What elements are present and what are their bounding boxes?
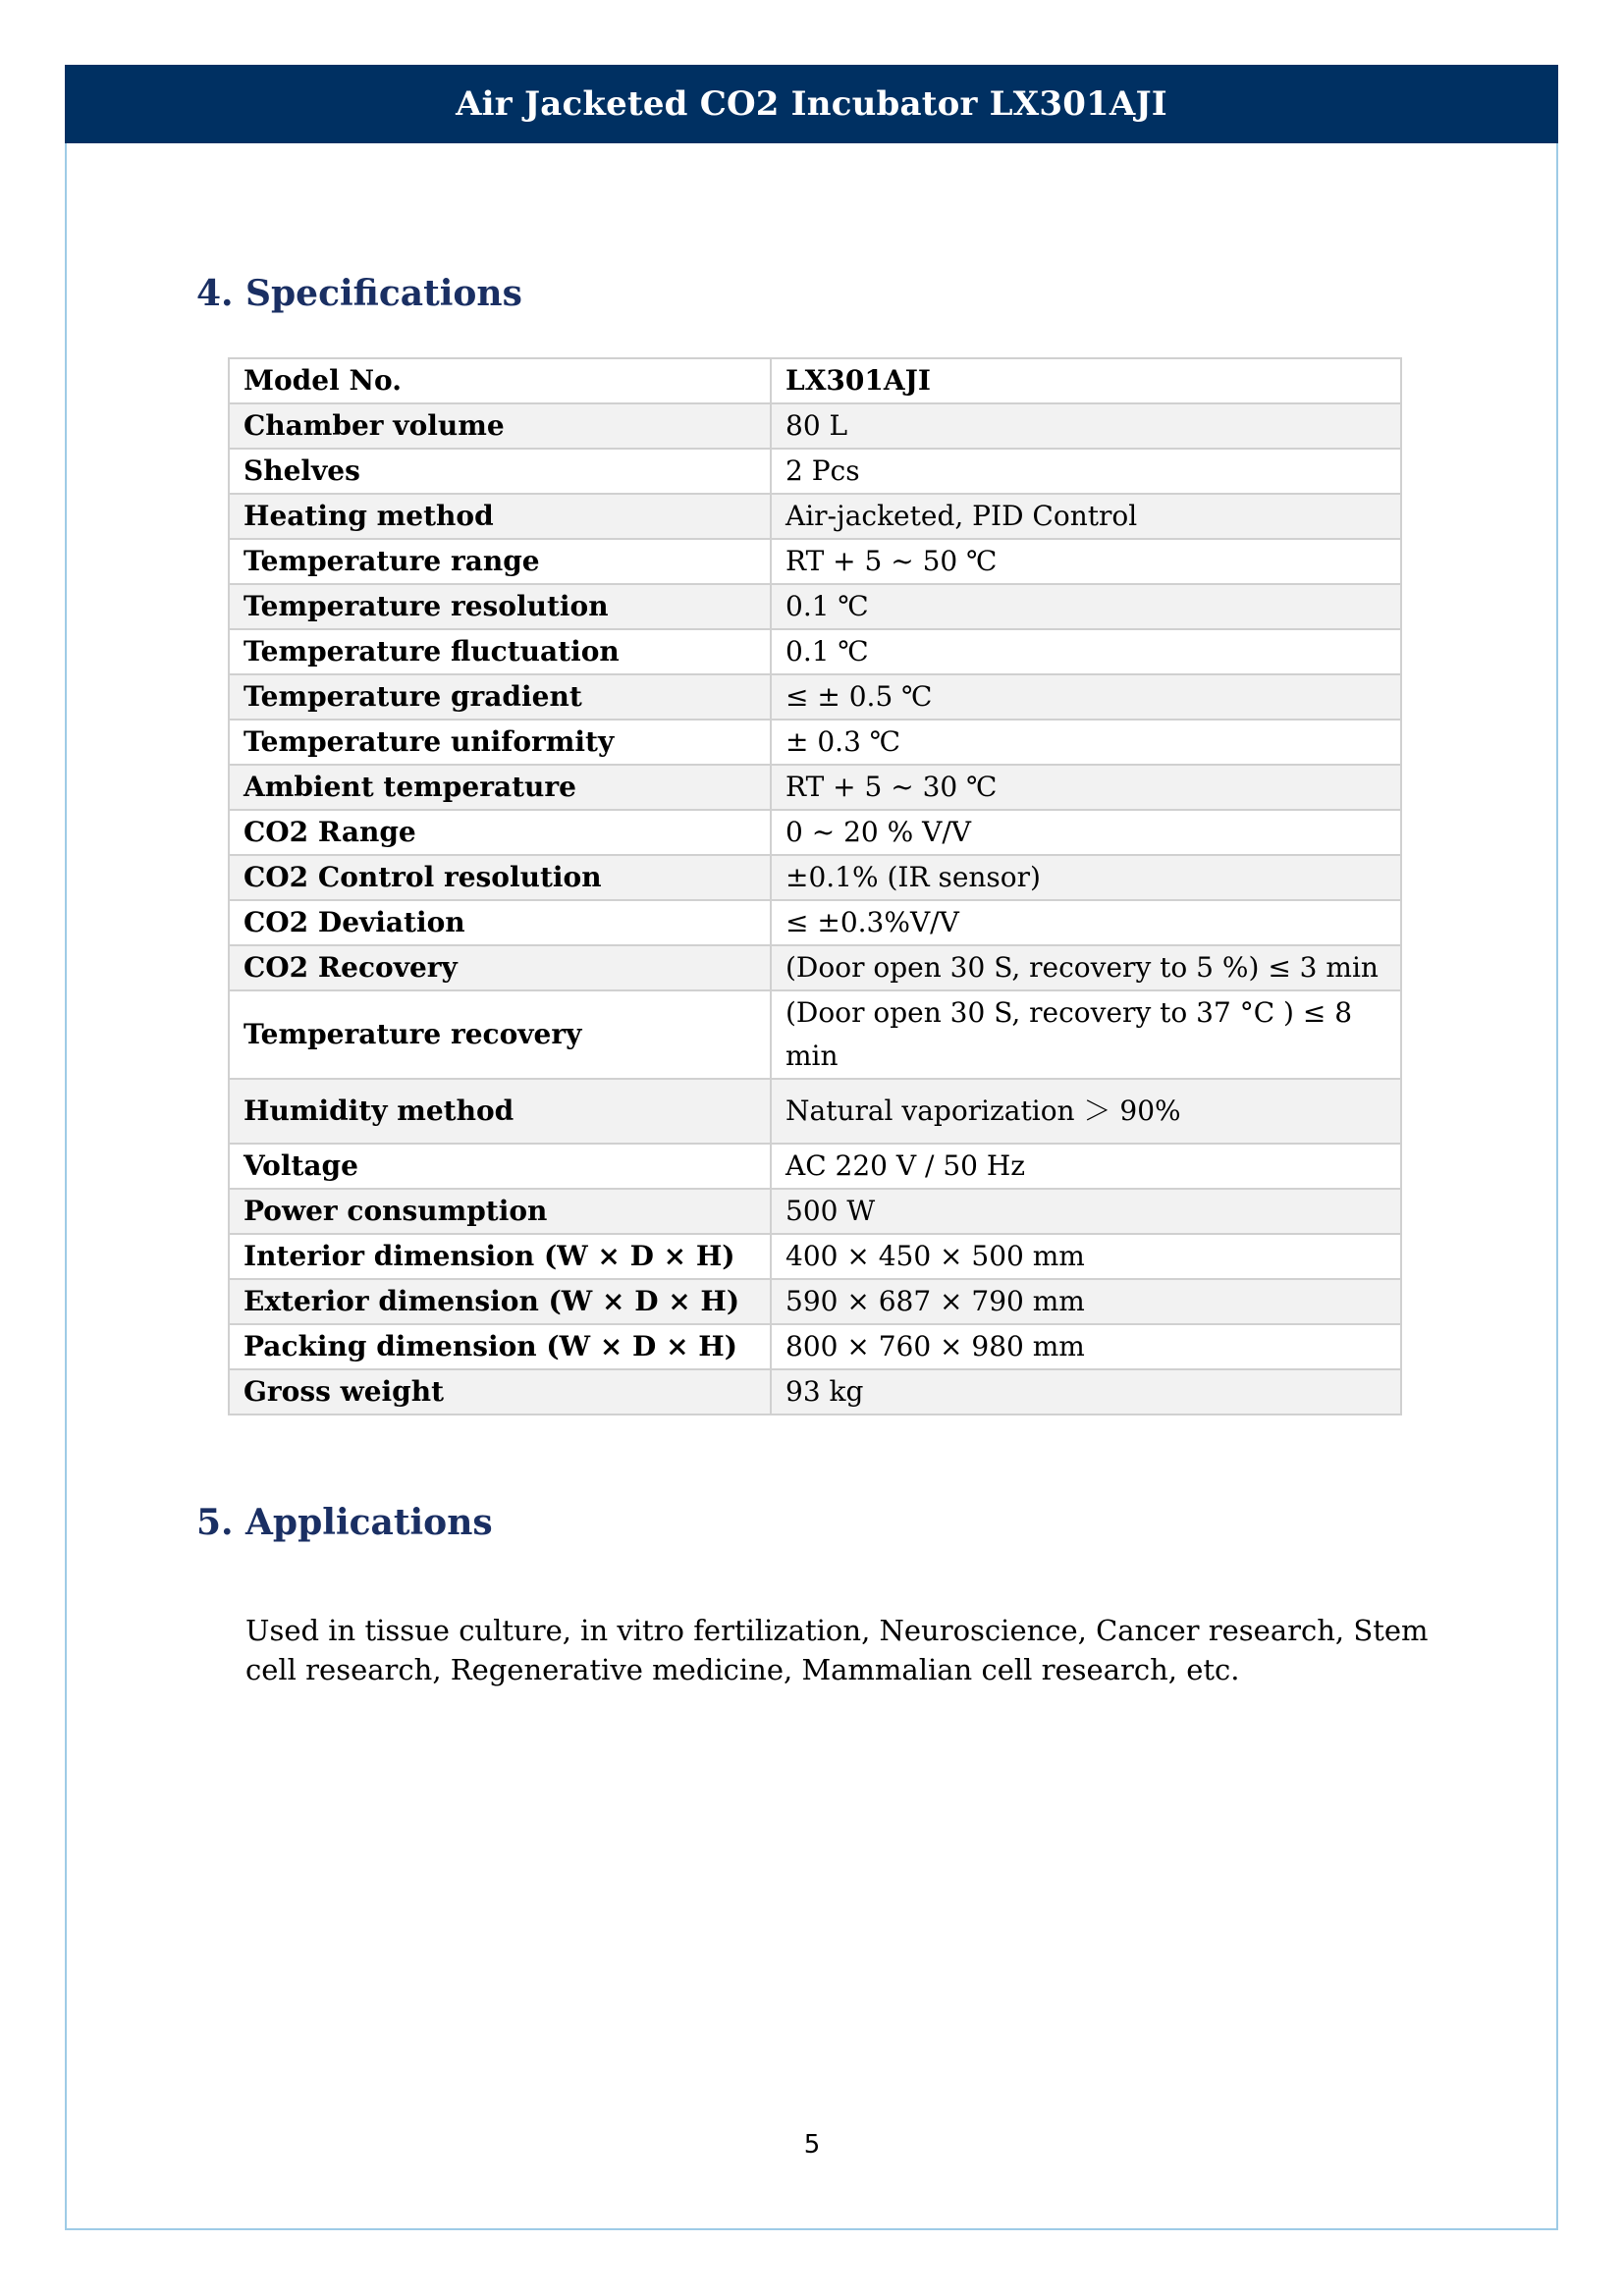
spec-value: (Door open 30 S, recovery to 37 °C ) ≤ 8 min	[771, 990, 1401, 1079]
table-row	[229, 855, 1401, 900]
spec-label: Temperature resolution	[229, 584, 771, 629]
spec-label: Heating method	[229, 494, 771, 539]
table-row	[229, 674, 1401, 720]
spec-label: Exterior dimension (W × D × H)	[229, 1279, 771, 1324]
table-row	[229, 1079, 1401, 1144]
spec-value: 590 × 687 × 790 mm	[771, 1279, 1401, 1324]
spec-label: CO2 Control resolution	[229, 855, 771, 900]
table-row	[229, 810, 1401, 855]
spec-label: Temperature fluctuation	[229, 629, 771, 674]
applications-heading	[196, 1502, 493, 1543]
spec-value: 0.1 ℃	[771, 629, 1401, 674]
table-row	[229, 449, 1401, 494]
table-row	[229, 539, 1401, 584]
spec-label: Ambient temperature	[229, 765, 771, 810]
table-row	[229, 1369, 1401, 1415]
spec-value: AC 220 V / 50 Hz	[771, 1144, 1401, 1189]
applications-section-title: Applications	[245, 1502, 493, 1543]
page-number: 5	[803, 2130, 821, 2160]
spec-value: RT + 5 ~ 30 ℃	[771, 765, 1401, 810]
spec-label: Interior dimension (W × D × H)	[229, 1234, 771, 1279]
spec-value: 500 W	[771, 1189, 1401, 1234]
spec-label: Gross weight	[229, 1369, 771, 1415]
spec-label: Chamber volume	[229, 403, 771, 449]
spec-value: 80 L	[771, 403, 1401, 449]
spec-value: ± 0.3 ℃	[771, 720, 1401, 765]
spec-value: ≤ ±0.3%V/V	[771, 900, 1401, 945]
specifications-section-title: Specifications	[245, 273, 522, 314]
table-row	[229, 584, 1401, 629]
table-row	[229, 494, 1401, 539]
applications-section-number: 5.	[196, 1502, 234, 1543]
specifications-table	[228, 357, 1402, 1415]
spec-label: CO2 Deviation	[229, 900, 771, 945]
spec-label: Shelves	[229, 449, 771, 494]
document-header	[65, 65, 1558, 143]
table-row	[229, 765, 1401, 810]
spec-label: Model No.	[229, 358, 771, 403]
table-row	[229, 990, 1401, 1079]
specifications-heading	[196, 273, 522, 314]
spec-label: Temperature range	[229, 539, 771, 584]
table-row	[229, 629, 1401, 674]
spec-value: ≤ ± 0.5 ℃	[771, 674, 1401, 720]
table-row	[229, 1324, 1401, 1369]
spec-value: RT + 5 ~ 50 ℃	[771, 539, 1401, 584]
spec-value: (Door open 30 S, recovery to 5 %) ≤ 3 min	[771, 945, 1401, 990]
spec-value: ±0.1% (IR sensor)	[771, 855, 1401, 900]
table-row	[229, 1144, 1401, 1189]
table-row	[229, 900, 1401, 945]
table-row	[229, 1279, 1401, 1324]
table-row	[229, 403, 1401, 449]
table-row	[229, 1234, 1401, 1279]
spec-value: Natural vaporization ＞ 90%	[771, 1079, 1401, 1144]
spec-label: Power consumption	[229, 1189, 771, 1234]
table-row	[229, 1189, 1401, 1234]
spec-value: 0 ~ 20 % V/V	[771, 810, 1401, 855]
spec-value: 0.1 ℃	[771, 584, 1401, 629]
spec-label: Humidity method	[229, 1079, 771, 1144]
spec-label: CO2 Recovery	[229, 945, 771, 990]
spec-label: Packing dimension (W × D × H)	[229, 1324, 771, 1369]
table-row	[229, 720, 1401, 765]
applications-paragraph: Used in tissue culture, in vitro fertilization, Neuroscience, Cancer research, Stem cell research, Regenerative medicine, Mammalian cell research, etc.	[245, 1614, 1429, 1686]
spec-value: 2 Pcs	[771, 449, 1401, 494]
spec-label: Temperature gradient	[229, 674, 771, 720]
spec-value: LX301AJI	[771, 358, 1401, 403]
spec-value: 93 kg	[771, 1369, 1401, 1415]
spec-label: Temperature recovery	[229, 990, 771, 1079]
table-row	[229, 358, 1401, 403]
spec-value: 400 × 450 × 500 mm	[771, 1234, 1401, 1279]
spec-label: CO2 Range	[229, 810, 771, 855]
spec-value: Air-jacketed, PID Control	[771, 494, 1401, 539]
spec-value: 800 × 760 × 980 mm	[771, 1324, 1401, 1369]
spec-label: Temperature uniformity	[229, 720, 771, 765]
spec-label: Voltage	[229, 1144, 771, 1189]
specifications-section-number: 4.	[196, 273, 234, 314]
table-row	[229, 945, 1401, 990]
document-title: Air Jacketed CO2 Incubator LX301AJI	[456, 84, 1167, 124]
